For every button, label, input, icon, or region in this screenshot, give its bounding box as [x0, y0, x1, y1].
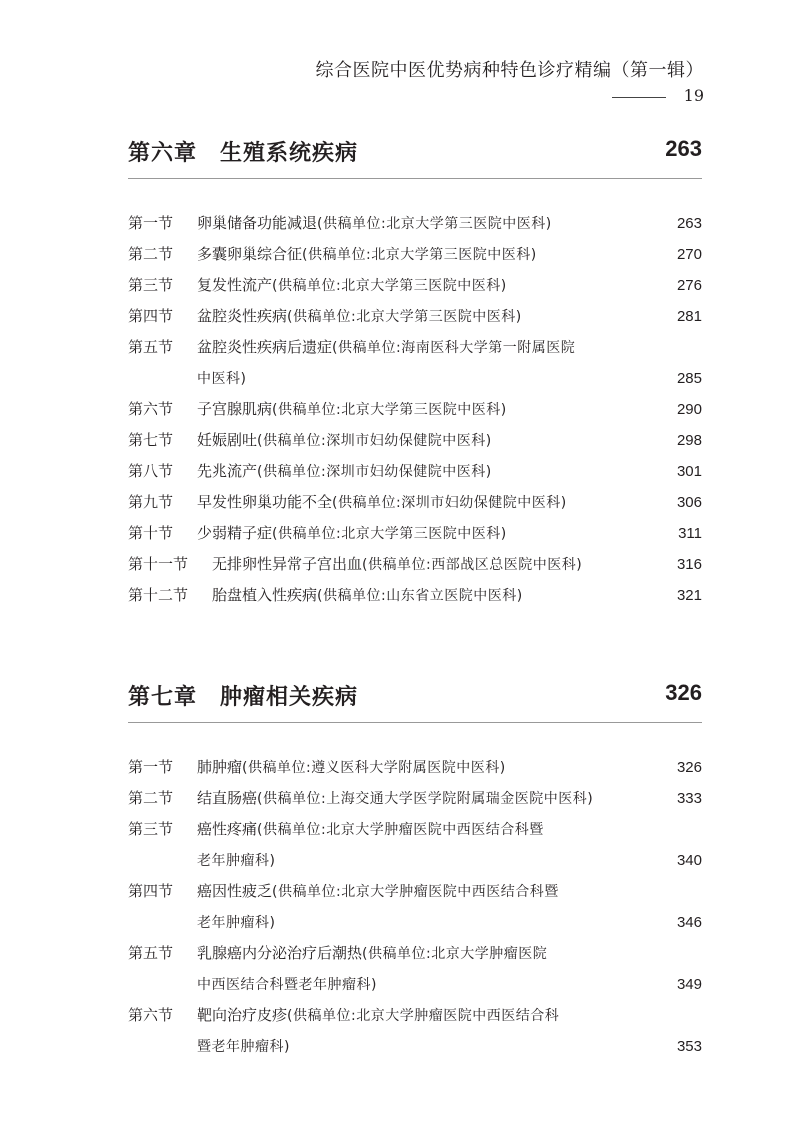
section-page-number: 326 — [676, 759, 702, 776]
section-page-number: 298 — [676, 432, 702, 449]
section-number: 第二节 — [128, 245, 174, 263]
section-page-number: 349 — [676, 976, 702, 993]
toc-entry-line — [128, 363, 702, 394]
section-number: 第九节 — [128, 493, 174, 511]
section-title: 乳腺癌内分泌治疗后潮热 — [197, 944, 363, 962]
chapter-page-number: 263 — [665, 136, 702, 161]
entry-text — [197, 938, 547, 970]
entry-text — [197, 301, 522, 333]
entry-text — [197, 518, 507, 550]
toc-entry-line — [128, 783, 702, 814]
entry-text — [197, 814, 544, 846]
contributor-note: (供稿单位:深圳市妇幼保健院中医科) — [257, 464, 492, 480]
toc-entry[interactable] — [128, 487, 702, 518]
contributor-note: (供稿单位:北京大学肿瘤医院中西医结合科 — [287, 1008, 560, 1024]
section-number: 第六节 — [128, 1006, 174, 1024]
toc-entry-line — [128, 425, 702, 456]
entry-text — [197, 239, 537, 271]
section-number: 第十节 — [128, 524, 174, 542]
contributor-note: (供稿单位:北京大学肿瘤医院中西医结合科暨 — [272, 884, 559, 900]
entry-text — [197, 456, 492, 488]
section-title: 盆腔炎性疾病 — [197, 307, 288, 325]
section-title: 靶向治疗皮疹 — [197, 1006, 288, 1024]
toc-entry[interactable] — [128, 1000, 702, 1062]
toc-entry[interactable] — [128, 425, 702, 456]
entry-text — [212, 580, 523, 612]
toc-entry-line — [128, 456, 702, 487]
toc-entry[interactable] — [128, 518, 702, 549]
entry-text — [197, 425, 492, 457]
toc-entry[interactable] — [128, 580, 702, 611]
section-page-number: 321 — [676, 587, 702, 604]
section-number: 第三节 — [128, 820, 174, 838]
contributor-note: (供稿单位:上海交通大学医学院附属瑞金医院中医科) — [257, 791, 594, 807]
section-number: 第八节 — [128, 462, 174, 480]
entry-text — [197, 1000, 559, 1032]
toc-entry-line — [128, 332, 702, 363]
toc-entry-line — [128, 876, 702, 907]
entry-text — [197, 1031, 290, 1063]
contributor-note: 中医科) — [197, 371, 247, 387]
section-number: 第一节 — [128, 214, 174, 232]
section-page-number: 340 — [676, 852, 702, 869]
contributor-note: (供稿单位:北京大学第三医院中医科) — [302, 247, 537, 263]
section-page-number: 346 — [676, 914, 702, 931]
section-page-number: 281 — [676, 308, 702, 325]
section-title: 癌因性疲乏 — [197, 882, 273, 900]
toc-entry-line — [128, 969, 702, 1000]
toc-entry[interactable] — [128, 394, 702, 425]
book-title: 综合医院中医优势病种特色诊疗精编（第一辑） — [315, 60, 704, 81]
section-page-number: 306 — [676, 494, 702, 511]
entry-text — [197, 876, 559, 908]
section-title: 先兆流产 — [197, 462, 258, 480]
toc-entry-line — [128, 907, 702, 938]
toc-entry[interactable] — [128, 301, 702, 332]
section-number: 第十一节 — [128, 555, 189, 573]
chapter-rule — [128, 178, 702, 179]
toc-entry[interactable] — [128, 814, 702, 876]
section-number: 第三节 — [128, 276, 174, 294]
toc-entry-line — [128, 752, 702, 783]
entry-text — [197, 969, 377, 1001]
toc-entry[interactable] — [128, 783, 702, 814]
toc-entry[interactable] — [128, 208, 702, 239]
toc-entry-line — [128, 580, 702, 611]
entry-text — [197, 332, 575, 364]
contributor-note: (供稿单位:深圳市妇幼保健院中医科) — [257, 433, 492, 449]
contributor-note: 中西医结合科暨老年肿瘤科) — [197, 977, 377, 993]
contributor-note: (供稿单位:北京大学肿瘤医院 — [362, 946, 548, 962]
section-page-number: 276 — [676, 277, 702, 294]
toc-entry[interactable] — [128, 332, 702, 394]
header-rule — [612, 97, 666, 98]
contributor-note: (供稿单位:西部战区总医院中医科) — [362, 557, 583, 573]
toc-entry-line — [128, 1031, 702, 1062]
contributor-note: (供稿单位:北京大学第三医院中医科) — [272, 278, 507, 294]
section-number: 第十二节 — [128, 586, 189, 604]
section-number: 第五节 — [128, 338, 174, 356]
section-title: 多囊卵巢综合征 — [197, 245, 303, 263]
contributor-note: (供稿单位:北京大学第三医院中医科) — [287, 309, 522, 325]
section-list — [128, 208, 702, 611]
section-title: 少弱精子症 — [197, 524, 273, 542]
contributor-note: (供稿单位:山东省立医院中医科) — [317, 588, 523, 604]
section-title: 卵巢储备功能减退 — [197, 214, 318, 232]
chapter-heading[interactable] — [128, 680, 702, 724]
contributor-note: 老年肿瘤科) — [197, 853, 276, 869]
contributor-note: (供稿单位:深圳市妇幼保健院中医科) — [332, 495, 567, 511]
contributor-note: (供稿单位:北京大学第三医院中医科) — [317, 216, 552, 232]
section-title: 癌性疼痛 — [197, 820, 258, 838]
section-page-number: 270 — [676, 246, 702, 263]
toc-entry-line — [128, 549, 702, 580]
section-title: 盆腔炎性疾病后遗症 — [197, 338, 333, 356]
chapter-title: 第六章 生殖系统疾病 — [128, 141, 359, 166]
chapter-heading[interactable] — [128, 136, 702, 180]
section-page-number: 316 — [676, 556, 702, 573]
section-title: 胎盘植入性疾病 — [212, 586, 318, 604]
section-title: 结直肠癌 — [197, 789, 258, 807]
section-title: 复发性流产 — [197, 276, 273, 294]
entry-text — [212, 549, 582, 581]
entry-text — [197, 270, 507, 302]
section-page-number: 333 — [676, 790, 702, 807]
section-number: 第二节 — [128, 789, 174, 807]
toc-entry-line — [128, 518, 702, 549]
chapter — [128, 680, 702, 1055]
toc-entry[interactable] — [128, 270, 702, 301]
contributor-note: 老年肿瘤科) — [197, 915, 276, 931]
entry-text — [197, 907, 275, 939]
toc-entry[interactable] — [128, 938, 702, 1000]
section-list — [128, 752, 702, 1062]
toc-entry-line — [128, 938, 702, 969]
toc-entry[interactable] — [128, 876, 702, 938]
contributor-note: (供稿单位:北京大学第三医院中医科) — [272, 402, 507, 418]
chapter-rule — [128, 722, 702, 723]
toc-entry-line — [128, 301, 702, 332]
toc-entry-line — [128, 208, 702, 239]
section-page-number: 290 — [676, 401, 702, 418]
toc-entry-line — [128, 239, 702, 270]
section-number: 第七节 — [128, 431, 174, 449]
section-page-number: 353 — [676, 1038, 702, 1055]
section-title: 无排卵性异常子宫出血 — [212, 555, 363, 573]
section-page-number: 285 — [676, 370, 702, 387]
entry-text — [197, 394, 507, 426]
section-page-number: 311 — [678, 525, 702, 542]
toc-entry-line — [128, 814, 702, 845]
section-title: 子宫腺肌病 — [197, 400, 273, 418]
contributor-note: 暨老年肿瘤科) — [197, 1039, 290, 1055]
section-number: 第六节 — [128, 400, 174, 418]
chapter-title: 第七章 肿瘤相关疾病 — [128, 685, 359, 710]
contributor-note: (供稿单位:遵义医科大学附属医院中医科) — [242, 760, 506, 776]
section-number: 第四节 — [128, 882, 174, 900]
section-title: 早发性卵巢功能不全 — [197, 493, 333, 511]
toc-entry[interactable] — [128, 456, 702, 487]
toc-entry-line — [128, 394, 702, 425]
section-number: 第五节 — [128, 944, 174, 962]
entry-text — [197, 752, 506, 784]
entry-text — [197, 487, 567, 519]
toc-entry[interactable] — [128, 752, 702, 783]
entry-text — [197, 363, 246, 395]
section-number: 第一节 — [128, 758, 174, 776]
chapter — [128, 136, 702, 604]
section-page-number: 263 — [676, 215, 702, 232]
contributor-note: (供稿单位:北京大学第三医院中医科) — [272, 526, 507, 542]
contributor-note: (供稿单位:海南医科大学第一附属医院 — [332, 340, 576, 356]
page-number: 19 — [683, 86, 704, 105]
toc-entry[interactable] — [128, 549, 702, 580]
toc-entry[interactable] — [128, 239, 702, 270]
entry-text — [197, 783, 593, 815]
section-number: 第四节 — [128, 307, 174, 325]
toc-entry-line — [128, 1000, 702, 1031]
toc-entry-line — [128, 270, 702, 301]
entry-text — [197, 208, 552, 240]
toc-entry-line — [128, 845, 702, 876]
chapter-page-number: 326 — [665, 680, 702, 705]
section-page-number: 301 — [676, 463, 702, 480]
section-title: 肺肿瘤 — [197, 758, 243, 776]
toc-entry-line — [128, 487, 702, 518]
entry-text — [197, 845, 275, 877]
section-title: 妊娠剧吐 — [197, 431, 258, 449]
contributor-note: (供稿单位:北京大学肿瘤医院中西医结合科暨 — [257, 822, 544, 838]
